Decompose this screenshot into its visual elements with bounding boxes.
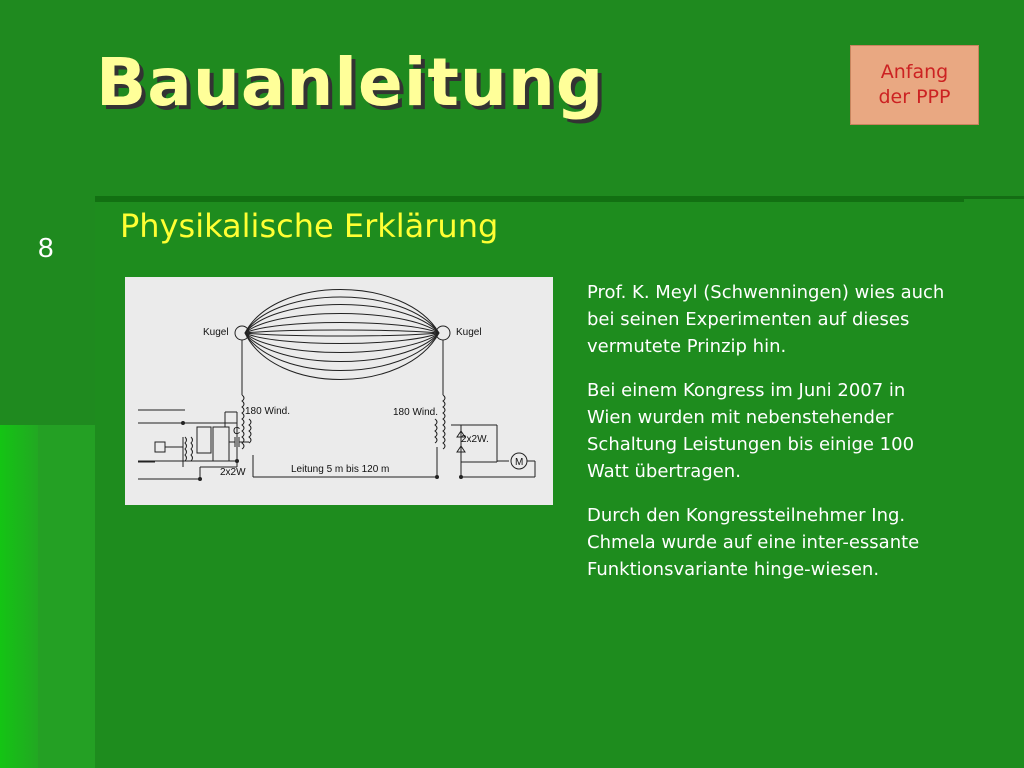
slide-title: Bauanleitung — [96, 44, 605, 121]
label-motor: M — [515, 457, 524, 468]
slide-subtitle: Physikalische Erklärung — [120, 207, 499, 245]
circuit-diagram-svg — [125, 277, 553, 505]
start-button-label-line1: Anfang — [880, 61, 949, 83]
divider-rule — [95, 196, 964, 202]
label-winding-right: 180 Wind. — [393, 407, 439, 418]
slide-number: 8 — [38, 232, 54, 263]
label-capacitor-right: 2x2W. — [461, 434, 489, 445]
circuit-diagram — [125, 277, 553, 505]
background-strip-left — [0, 425, 38, 768]
label-capacitor-left: 2x2W — [220, 467, 246, 478]
body-text — [587, 279, 952, 600]
paragraph: Bei einem Kongress im Juni 2007 in Wien wurden mit nebenstehender Schaltung Leistungen bis einige 100 Watt übertragen. — [587, 380, 915, 482]
paragraph: Durch den Kongressteilnehmer Ing. Chmela wurde auf eine inter-essante Funktionsvariante hinge-wiesen. — [587, 505, 920, 580]
start-button-label-line2: der PPP — [878, 86, 951, 108]
label-sphere-right: Kugel — [456, 327, 482, 338]
start-of-presentation-button[interactable] — [850, 45, 979, 125]
label-transmission-line: Leitung 5 m bis 120 m — [291, 464, 390, 475]
label-winding-left: 180 Wind. — [245, 406, 291, 417]
label-sphere-left: Kugel — [203, 327, 229, 338]
paragraph: Prof. K. Meyl (Schwenningen) wies auch bei seinen Experimenten auf dieses vermutete Prinzip hin. — [587, 282, 945, 357]
label-c: C — [233, 426, 241, 437]
